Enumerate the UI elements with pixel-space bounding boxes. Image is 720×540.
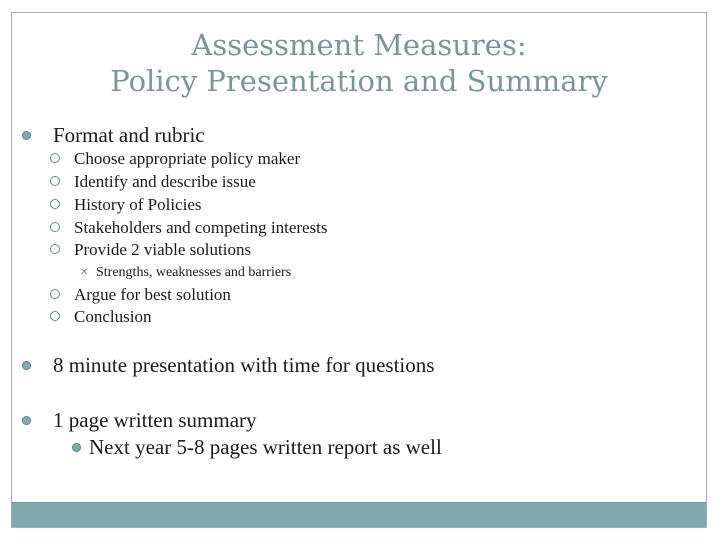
list-item: Conclusion xyxy=(74,307,152,326)
filled-bullet-icon xyxy=(72,443,81,452)
list-item: Choose appropriate policy maker xyxy=(74,149,301,168)
list-item: Stakeholders and competing interests xyxy=(74,218,328,237)
ring-bullet-icon xyxy=(50,311,60,321)
ring-bullet-icon xyxy=(50,176,60,186)
list-item: History of Policies xyxy=(74,195,202,214)
list-item: Provide 2 viable solutions xyxy=(74,240,252,259)
ring-bullet-icon xyxy=(50,153,60,163)
title-line-1: Assessment Measures: xyxy=(191,28,527,62)
filled-bullet-icon xyxy=(22,361,31,370)
slide-title xyxy=(12,27,706,99)
x-bullet-icon: ✕ xyxy=(80,267,89,278)
ring-bullet-icon xyxy=(50,199,60,209)
bullet-summary-sub: Next year 5-8 pages written report as well xyxy=(89,435,442,459)
filled-bullet-icon xyxy=(22,416,31,425)
slide xyxy=(11,12,707,528)
list-item: Argue for best solution xyxy=(74,285,231,304)
title-line-2: Policy Presentation and Summary xyxy=(110,64,608,98)
list-item: Identify and describe issue xyxy=(74,172,256,191)
filled-bullet-icon xyxy=(22,131,31,140)
bullet-summary: 1 page written summary xyxy=(53,408,257,432)
ring-bullet-icon xyxy=(50,289,60,299)
list-item-sub: Strengths, weaknesses and barriers xyxy=(96,265,292,280)
footer-bar xyxy=(12,502,706,527)
bullet-format-and-rubric: Format and rubric xyxy=(53,123,205,147)
ring-bullet-icon xyxy=(50,222,60,232)
bullet-presentation: 8 minute presentation with time for questions xyxy=(53,353,435,377)
ring-bullet-icon xyxy=(50,244,60,254)
